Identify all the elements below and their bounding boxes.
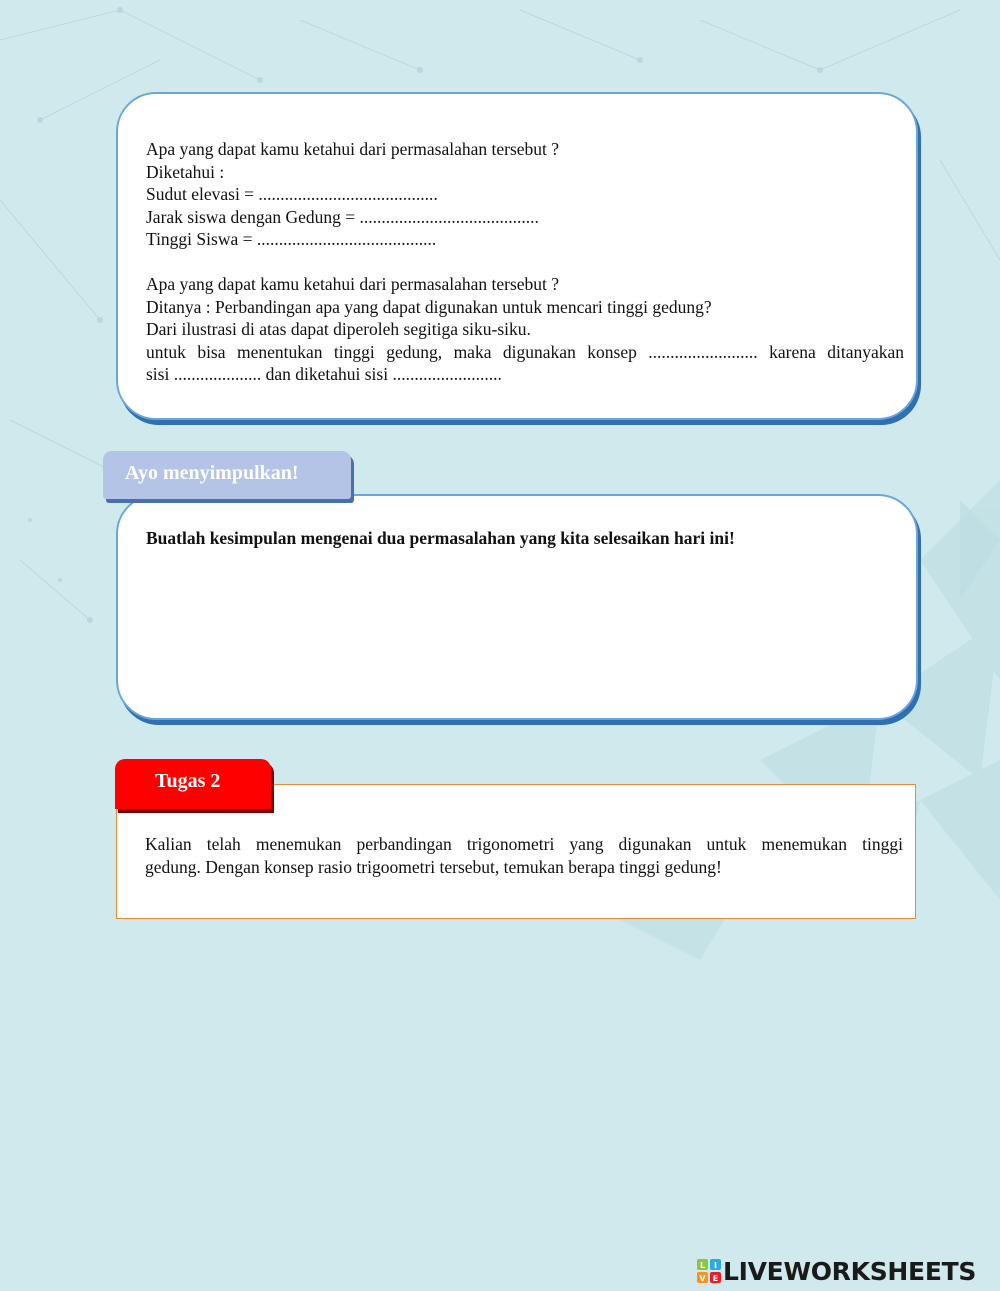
logo-text: LIVEWORKSHEETS <box>723 1256 977 1286</box>
elevation-angle-line: Sudut elevasi = ......................................... <box>146 184 438 204</box>
tugas-2-tab: Tugas 2 <box>115 759 271 809</box>
sides-line: sisi .................... dan diketahui sisi ......................... <box>146 364 502 384</box>
asked-line: Ditanya : Perbandingan apa yang dapat digunakan untuk mencari tinggi gedung? <box>146 296 712 317</box>
student-distance-line: Jarak siswa dengan Gedung = ......................................... <box>146 206 539 227</box>
ayo-menyimpulkan-tab: Ayo menyimpulkan! <box>103 451 351 499</box>
student-height-line: Tinggi Siswa = ......................................... <box>146 229 437 249</box>
concept-line: untuk bisa menentukan tinggi gedung, maka digunakan konsep ......................... karena ditanyakan <box>146 341 904 362</box>
tugas-text <box>145 833 903 878</box>
logo-mark-letter: V <box>699 1274 706 1283</box>
problem-analysis-text <box>146 138 904 386</box>
conclusion-card <box>116 494 918 720</box>
problem-analysis-card <box>116 92 918 420</box>
illustration-line: Dari ilustrasi di atas dapat diperoleh segitiga siku-siku. <box>146 319 531 339</box>
logo-mark-letter: E <box>712 1274 719 1283</box>
tugas-line-1: Kalian telah menemukan perbandingan trigonometri yang digunakan untuk menemukan tinggi <box>145 834 903 854</box>
logo-mark-letter: I <box>714 1261 717 1270</box>
tugas-line-2: gedung. Dengan konsep rasio trigoometri tersebut, temukan berapa tinggi gedung! <box>145 856 722 877</box>
logo-mark-letter: L <box>699 1261 706 1270</box>
question-line: Apa yang dapat kamu ketahui dari permasalahan tersebut ? <box>146 139 560 159</box>
liveworksheets-logo-icon <box>697 1259 721 1283</box>
conclusion-instruction: Buatlah kesimpulan mengenai dua permasalahan yang kita selesaikan hari ini! <box>146 528 735 548</box>
liveworksheets-logo[interactable] <box>697 1256 976 1286</box>
known-label: Diketahui : <box>146 161 225 182</box>
question-line-2: Apa yang dapat kamu ketahui dari permasalahan tersebut ? <box>146 274 560 294</box>
